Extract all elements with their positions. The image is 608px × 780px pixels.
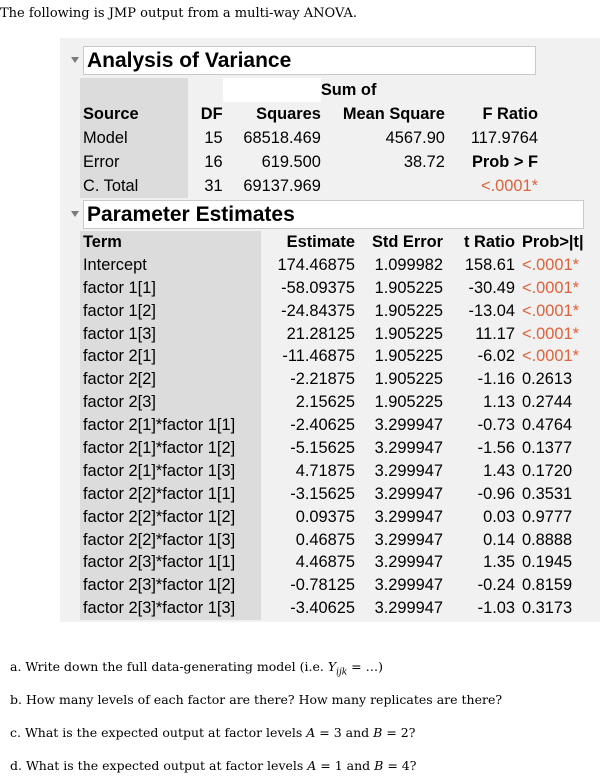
prob-t-cell: <.0001* — [522, 301, 579, 320]
term-cell: factor 2[3] — [80, 391, 261, 414]
table-row — [80, 414, 585, 437]
std-error-header: Std Error — [371, 232, 443, 251]
estimate-cell: -2.21875 — [290, 370, 355, 389]
term-cell: factor 2[2]*factor 1[1] — [80, 483, 261, 506]
question-a-var: Y — [327, 659, 337, 674]
estimate-cell: -11.46875 — [282, 347, 355, 366]
estimate-cell: 21.28125 — [286, 324, 355, 343]
t-ratio-cell: -0.96 — [477, 484, 515, 503]
anova-section-title[interactable]: Analysis of Variance — [83, 46, 536, 75]
term-cell: factor 2[1]*factor 1[2] — [80, 437, 261, 460]
estimate-cell: -58.09375 — [281, 278, 355, 297]
term-cell: factor 1[2] — [80, 300, 261, 323]
t-ratio-cell: -1.16 — [477, 370, 515, 389]
term-cell: factor 2[2]*factor 1[3] — [80, 529, 261, 552]
std-error-cell: 1.905225 — [374, 370, 443, 389]
ms-header: Mean Square — [342, 104, 445, 123]
term-cell: factor 1[1] — [80, 277, 261, 300]
table-row — [80, 323, 585, 346]
table-row — [80, 460, 585, 483]
term-cell: Intercept — [80, 254, 261, 277]
table-row — [80, 254, 585, 277]
std-error-cell: 3.299947 — [374, 530, 443, 549]
ss-header: Squares — [256, 104, 321, 123]
term-cell: factor 2[2] — [80, 368, 261, 391]
estimate-cell: 2.15625 — [295, 393, 355, 412]
question-c-prefix: c. What is the expected output at factor levels — [10, 725, 307, 740]
question-a — [10, 659, 383, 678]
table-row — [80, 300, 585, 323]
std-error-cell: 1.905225 — [374, 278, 443, 297]
std-error-cell: 3.299947 — [374, 484, 443, 503]
question-d-a-val: = 1 and — [316, 758, 375, 773]
source-cell: Error — [80, 150, 188, 174]
ms-cell — [321, 174, 445, 198]
ss-cell: 68518.469 — [243, 128, 321, 147]
t-ratio-cell: 1.13 — [483, 393, 515, 412]
std-error-cell: 1.905225 — [374, 324, 443, 343]
t-ratio-cell: -0.24 — [477, 576, 515, 595]
question-c-a-val: = 3 and — [315, 725, 374, 740]
ms-cell: 4567.90 — [385, 128, 445, 147]
estimate-cell: 0.46875 — [295, 530, 355, 549]
table-row — [80, 597, 585, 620]
question-c-b-var: B — [373, 725, 383, 740]
question-b: b. How many levels of each factor are there? How many replicates are there? — [10, 692, 503, 707]
prob-t-cell: 0.1720 — [522, 461, 573, 480]
table-row — [80, 150, 538, 174]
question-d-b-var: B — [374, 758, 384, 773]
term-cell: factor 2[3]*factor 1[2] — [80, 574, 261, 597]
table-row — [80, 529, 585, 552]
t-ratio-cell: -6.02 — [477, 347, 515, 366]
term-cell: factor 2[3]*factor 1[1] — [80, 551, 261, 574]
estimate-cell: 0.09375 — [295, 507, 355, 526]
prob-t-cell: 0.1945 — [522, 553, 573, 572]
std-error-cell: 3.299947 — [374, 461, 443, 480]
t-ratio-cell: -0.73 — [477, 416, 515, 435]
table-row — [80, 126, 538, 150]
table-row — [80, 437, 585, 460]
prob-t-cell: 0.2744 — [522, 393, 573, 412]
intro-text: The following is JMP output from a multi-way ANOVA. — [0, 6, 357, 21]
std-error-cell: 1.099982 — [374, 255, 443, 274]
std-error-cell: 1.905225 — [374, 347, 443, 366]
prob-f-label: Prob > F — [471, 152, 538, 171]
prob-t-cell: <.0001* — [522, 324, 579, 343]
term-cell: factor 2[2]*factor 1[2] — [80, 506, 261, 529]
params-section-title[interactable]: Parameter Estimates — [83, 200, 584, 229]
estimate-cell: -24.84375 — [281, 301, 355, 320]
std-error-cell: 3.299947 — [374, 576, 443, 595]
std-error-cell: 3.299947 — [374, 553, 443, 572]
std-error-cell: 3.299947 — [374, 599, 443, 618]
ms-cell: 38.72 — [403, 152, 445, 171]
estimate-cell: -0.78125 — [290, 576, 355, 595]
question-c-b-val: = 2? — [382, 725, 416, 740]
t-ratio-cell: -13.04 — [468, 301, 515, 320]
source-header: Source — [80, 102, 188, 126]
question-d-a-var: A — [307, 758, 317, 773]
prob-t-cell: 0.3173 — [522, 599, 573, 618]
t-ratio-cell: 158.61 — [464, 255, 515, 274]
prob-t-cell: <.0001* — [522, 278, 579, 297]
estimate-cell: -3.40625 — [290, 599, 355, 618]
t-ratio-cell: -1.56 — [477, 438, 515, 457]
estimate-cell: -5.15625 — [290, 438, 355, 457]
table-row — [80, 391, 585, 414]
table-row — [80, 551, 585, 574]
prob-t-header: Prob>|t| — [522, 232, 584, 251]
prob-t-cell: 0.8159 — [522, 576, 573, 595]
f-cell: 117.9764 — [470, 128, 538, 147]
df-cell: 16 — [204, 152, 223, 171]
estimate-cell: 4.46875 — [295, 553, 355, 572]
term-cell: factor 2[3]*factor 1[3] — [80, 597, 261, 620]
estimate-cell: -2.40625 — [290, 416, 355, 435]
t-ratio-cell: 1.35 — [483, 553, 515, 572]
table-row — [80, 345, 585, 368]
std-error-cell: 1.905225 — [374, 301, 443, 320]
t-ratio-cell: 11.17 — [475, 324, 515, 343]
t-ratio-cell: -1.03 — [477, 599, 515, 618]
df-cell: 15 — [204, 128, 223, 147]
t-ratio-cell: 0.14 — [483, 530, 515, 549]
prob-t-cell: 0.3531 — [522, 484, 573, 503]
question-c — [10, 725, 415, 740]
term-header: Term — [80, 231, 261, 254]
ss-cell: 619.500 — [261, 152, 321, 171]
question-a-sub: ijk — [336, 667, 348, 678]
estimate-cell: 174.46875 — [277, 255, 355, 274]
question-d — [10, 758, 416, 773]
question-a-suffix: = …) — [347, 659, 384, 674]
prob-t-cell: 0.2613 — [522, 370, 573, 389]
source-cell: Model — [80, 126, 188, 150]
ss-header-top: Sum of — [320, 80, 377, 99]
prob-t-cell: <.0001* — [522, 347, 579, 366]
estimate-cell: 4.71875 — [295, 461, 355, 480]
df-cell: 31 — [204, 176, 223, 195]
term-cell: factor 1[3] — [80, 323, 261, 346]
source-cell: C. Total — [80, 174, 188, 198]
term-cell: factor 2[1] — [80, 345, 261, 368]
disclosure-triangle-icon[interactable] — [71, 57, 79, 63]
table-row — [80, 174, 538, 198]
ss-cell: 69137.969 — [243, 176, 321, 195]
std-error-cell: 3.299947 — [374, 416, 443, 435]
t-ratio-cell: -30.49 — [468, 278, 515, 297]
t-ratio-header: t Ratio — [464, 232, 515, 251]
question-c-a-var: A — [306, 725, 316, 740]
prob-t-cell: 0.8888 — [522, 530, 573, 549]
question-d-prefix: d. What is the expected output at factor levels — [10, 758, 308, 773]
prob-t-cell: 0.1377 — [522, 438, 573, 457]
anova-table — [80, 78, 538, 198]
table-row — [80, 506, 585, 529]
term-cell: factor 2[1]*factor 1[1] — [80, 414, 261, 437]
question-a-prefix: a. Write down the full data-generating model (i.e. — [10, 659, 328, 674]
std-error-cell: 3.299947 — [374, 507, 443, 526]
question-d-b-val: = 4? — [383, 758, 417, 773]
prob-f-value: <.0001* — [481, 176, 538, 195]
table-row — [80, 574, 585, 597]
f-header: F Ratio — [482, 104, 538, 123]
prob-t-cell: <.0001* — [522, 255, 579, 274]
t-ratio-cell: 0.03 — [483, 507, 515, 526]
std-error-cell: 1.905225 — [374, 393, 443, 412]
estimate-cell: -3.15625 — [290, 484, 355, 503]
t-ratio-cell: 1.43 — [483, 461, 515, 480]
parameter-estimates-table — [80, 231, 585, 620]
df-header: DF — [200, 104, 223, 123]
table-row — [80, 368, 585, 391]
prob-t-cell: 0.9777 — [522, 507, 573, 526]
table-row — [80, 483, 585, 506]
prob-t-cell: 0.4764 — [522, 416, 573, 435]
term-cell: factor 2[1]*factor 1[3] — [80, 460, 261, 483]
estimate-header: Estimate — [286, 232, 355, 251]
std-error-cell: 3.299947 — [374, 438, 443, 457]
disclosure-triangle-icon[interactable] — [71, 211, 79, 217]
table-row — [80, 277, 585, 300]
